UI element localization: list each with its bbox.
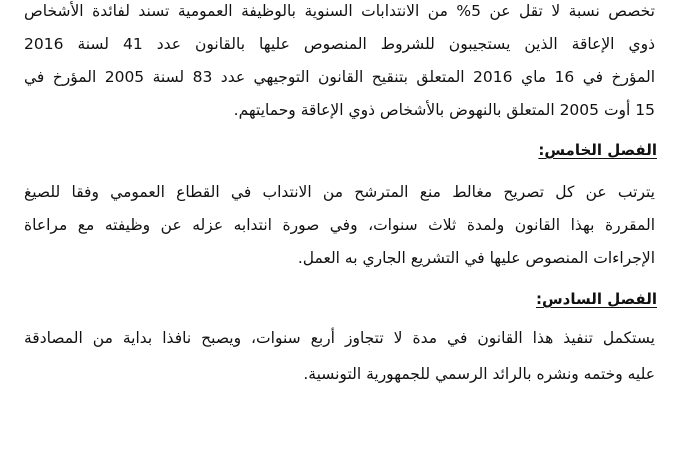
- chapter-5-line-2: المقررة بهذا القانون ولمدة ثلاث سنوات، وفي صورة انتدابه عزله عن وظيفته مع مراعاة: [24, 216, 655, 234]
- chapter-6-line-2: عليه وختمه ونشره بالرائد الرسمي للجمهورية التونسية.: [303, 365, 655, 383]
- intro-line-4: 15 أوت 2005 المتعلق بالنهوض بالأشخاص ذوي الإعاقة وحمايتهم.: [233, 101, 655, 119]
- chapter-6-heading: الفصل السادس:: [535, 290, 657, 308]
- intro-line-1: تخصص نسبة لا تقل عن 5% من الانتدابات السنوية بالوظيفة العمومية تسند لفائدة الأشخاص: [24, 2, 655, 20]
- chapter-5-heading: الفصل الخامس:: [538, 141, 657, 159]
- chapter-5-line-3: الإجراءات المنصوص عليها في التشريع الجاري به العمل.: [297, 249, 655, 267]
- intro-line-2: ذوي الإعاقة الذين يستجيبون للشروط المنصوص عليها بالقانون عدد 41 لسنة 2016: [24, 35, 655, 53]
- intro-line-3: المؤرخ في 16 ماي 2016 المتعلق بتنقيح القانون التوجيهي عدد 83 لسنة 2005 المؤرخ في: [24, 68, 656, 86]
- chapter-6-line-1: يستكمل تنفيذ هذا القانون في مدة لا تتجاوز أربع سنوات، ويصبح نافذا بداية من المصادقة: [24, 329, 655, 347]
- chapter-5-line-1: يترتب عن كل تصريح مغالط منع المترشح من الانتداب في القطاع العمومي وفقا للصيغ: [24, 183, 655, 201]
